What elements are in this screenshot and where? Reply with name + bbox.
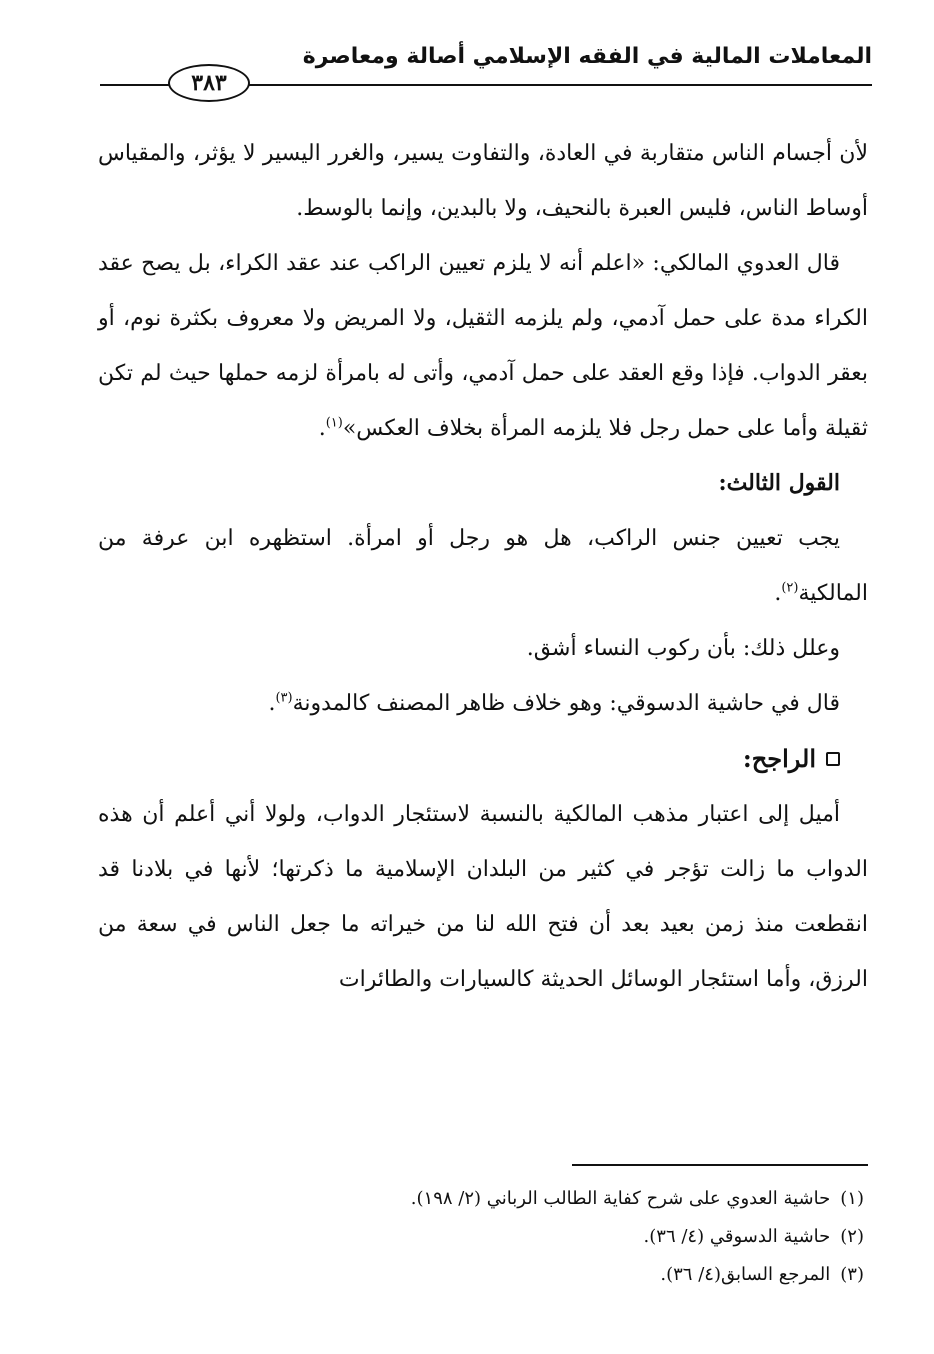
paragraph-text: لأن أجسام الناس متقاربة في العادة، والتفاوت يسير، والغرر اليسير لا يؤثر، والمقياس أوساط الناس، فليس العبرة بالنحيف، ولا بالبدين، وإنما بالوسط.: [98, 141, 868, 221]
paragraph: يجب تعيين جنس الراكب، هل هو رجل أو امرأة. استظهره ابن عرفة من المالكية$^{(٢)}$.: [98, 526, 868, 606]
footnote-separator: [572, 1164, 868, 1166]
footnote-number: (٣): [840, 1264, 864, 1285]
main-text: [98, 126, 868, 1007]
paragraph: [98, 787, 868, 1007]
paragraph-text: وعلل ذلك: بأن ركوب النساء أشق.: [526, 636, 840, 661]
page-number: ٣٨٣: [168, 64, 250, 102]
footnote-ref: (١): [325, 415, 343, 431]
paragraph-text: قال العدوي المالكي: «اعلم أنه لا يلزم تعيين الراكب عند عقد الكراء، بل يصح عقد الكراء مدة على حمل آدمي، ولم يلزمه الثقيل، ولا المريض ولا معروف بكثرة نوم، أو بعقر الدواب. فإذا وقع العقد على حمل آدمي، وأتى له بامرأة لزمه حملها حيث لم تكن ثقيلة وأما على حمل رجل فلا يلزمه المرأة بخلاف العكس»: [98, 251, 868, 441]
footnote: [104, 1180, 864, 1218]
footnote-text: حاشية العدوي على شرح كفاية الطالب الرباني (٢/ ١٩٨).: [410, 1188, 831, 1209]
footnote-ref: (٢): [781, 580, 799, 596]
footnote-ref: (٣): [275, 690, 293, 706]
paragraph: [98, 621, 868, 676]
footnote-text: حاشية الدسوقي (٤/ ٣٦).: [643, 1226, 831, 1247]
footnotes: [104, 1180, 864, 1294]
running-header-title: المعاملات المالية في الفقه الإسلامي أصالة ومعاصرة: [302, 44, 872, 69]
footnote: [104, 1218, 864, 1256]
heading-text: الراجح:: [742, 744, 816, 773]
paragraph-text: يجب تعيين جنس الراكب، هل هو رجل أو امرأة. استظهره ابن عرفة من المالكية: [98, 526, 868, 606]
footnote: [104, 1256, 864, 1294]
paragraph: قال في حاشية الدسوقي: وهو خلاف ظاهر المصنف كالمدونة$^{(٣)}$.: [268, 690, 840, 716]
footnote-number: (١): [840, 1188, 864, 1209]
paragraph: قال العدوي المالكي: «اعلم أنه لا يلزم تعيين الراكب عند عقد الكراء، بل يصح عقد الكراء مدة على حمل آدمي، ولم يلزمه الثقيل، ولا المريض ولا معروف بكثرة نوم، أو بعقر الدواب. فإذا وقع العقد على حمل آدمي، وأتى له بامرأة لزمه حملها حيث لم تكن ثقيلة وأما على حمل رجل فلا يلزمه المرأة بخلاف العكس»$^{(١)}$.: [98, 251, 868, 441]
paragraph-text: قال في حاشية الدسوقي: وهو خلاف ظاهر المصنف كالمدونة: [292, 691, 840, 716]
paragraph-text: أميل إلى اعتبار مذهب المالكية بالنسبة لاستئجار الدواب، ولولا أني أعلم أن هذه الدواب ما زالت تؤجر في كثير من البلدان الإسلامية ما ذكرتها؛ لأنها في بلادنا قد انقطعت منذ زمن بعيد بعد أن فتح الله لنا من خيراته ما جعل الناس في سعة من الرزق، وأما استئجار الوسائل الحديثة كالسيارات والطائرات: [98, 802, 868, 992]
footnote-number: (٢): [840, 1226, 864, 1247]
paragraph: [98, 126, 868, 236]
square-bullet-icon: [826, 752, 840, 766]
section-heading-rajih: [98, 731, 868, 787]
footnote-text: المرجع السابق(٤/ ٣٦).: [660, 1264, 831, 1285]
section-heading: القول الثالث:: [718, 470, 840, 496]
